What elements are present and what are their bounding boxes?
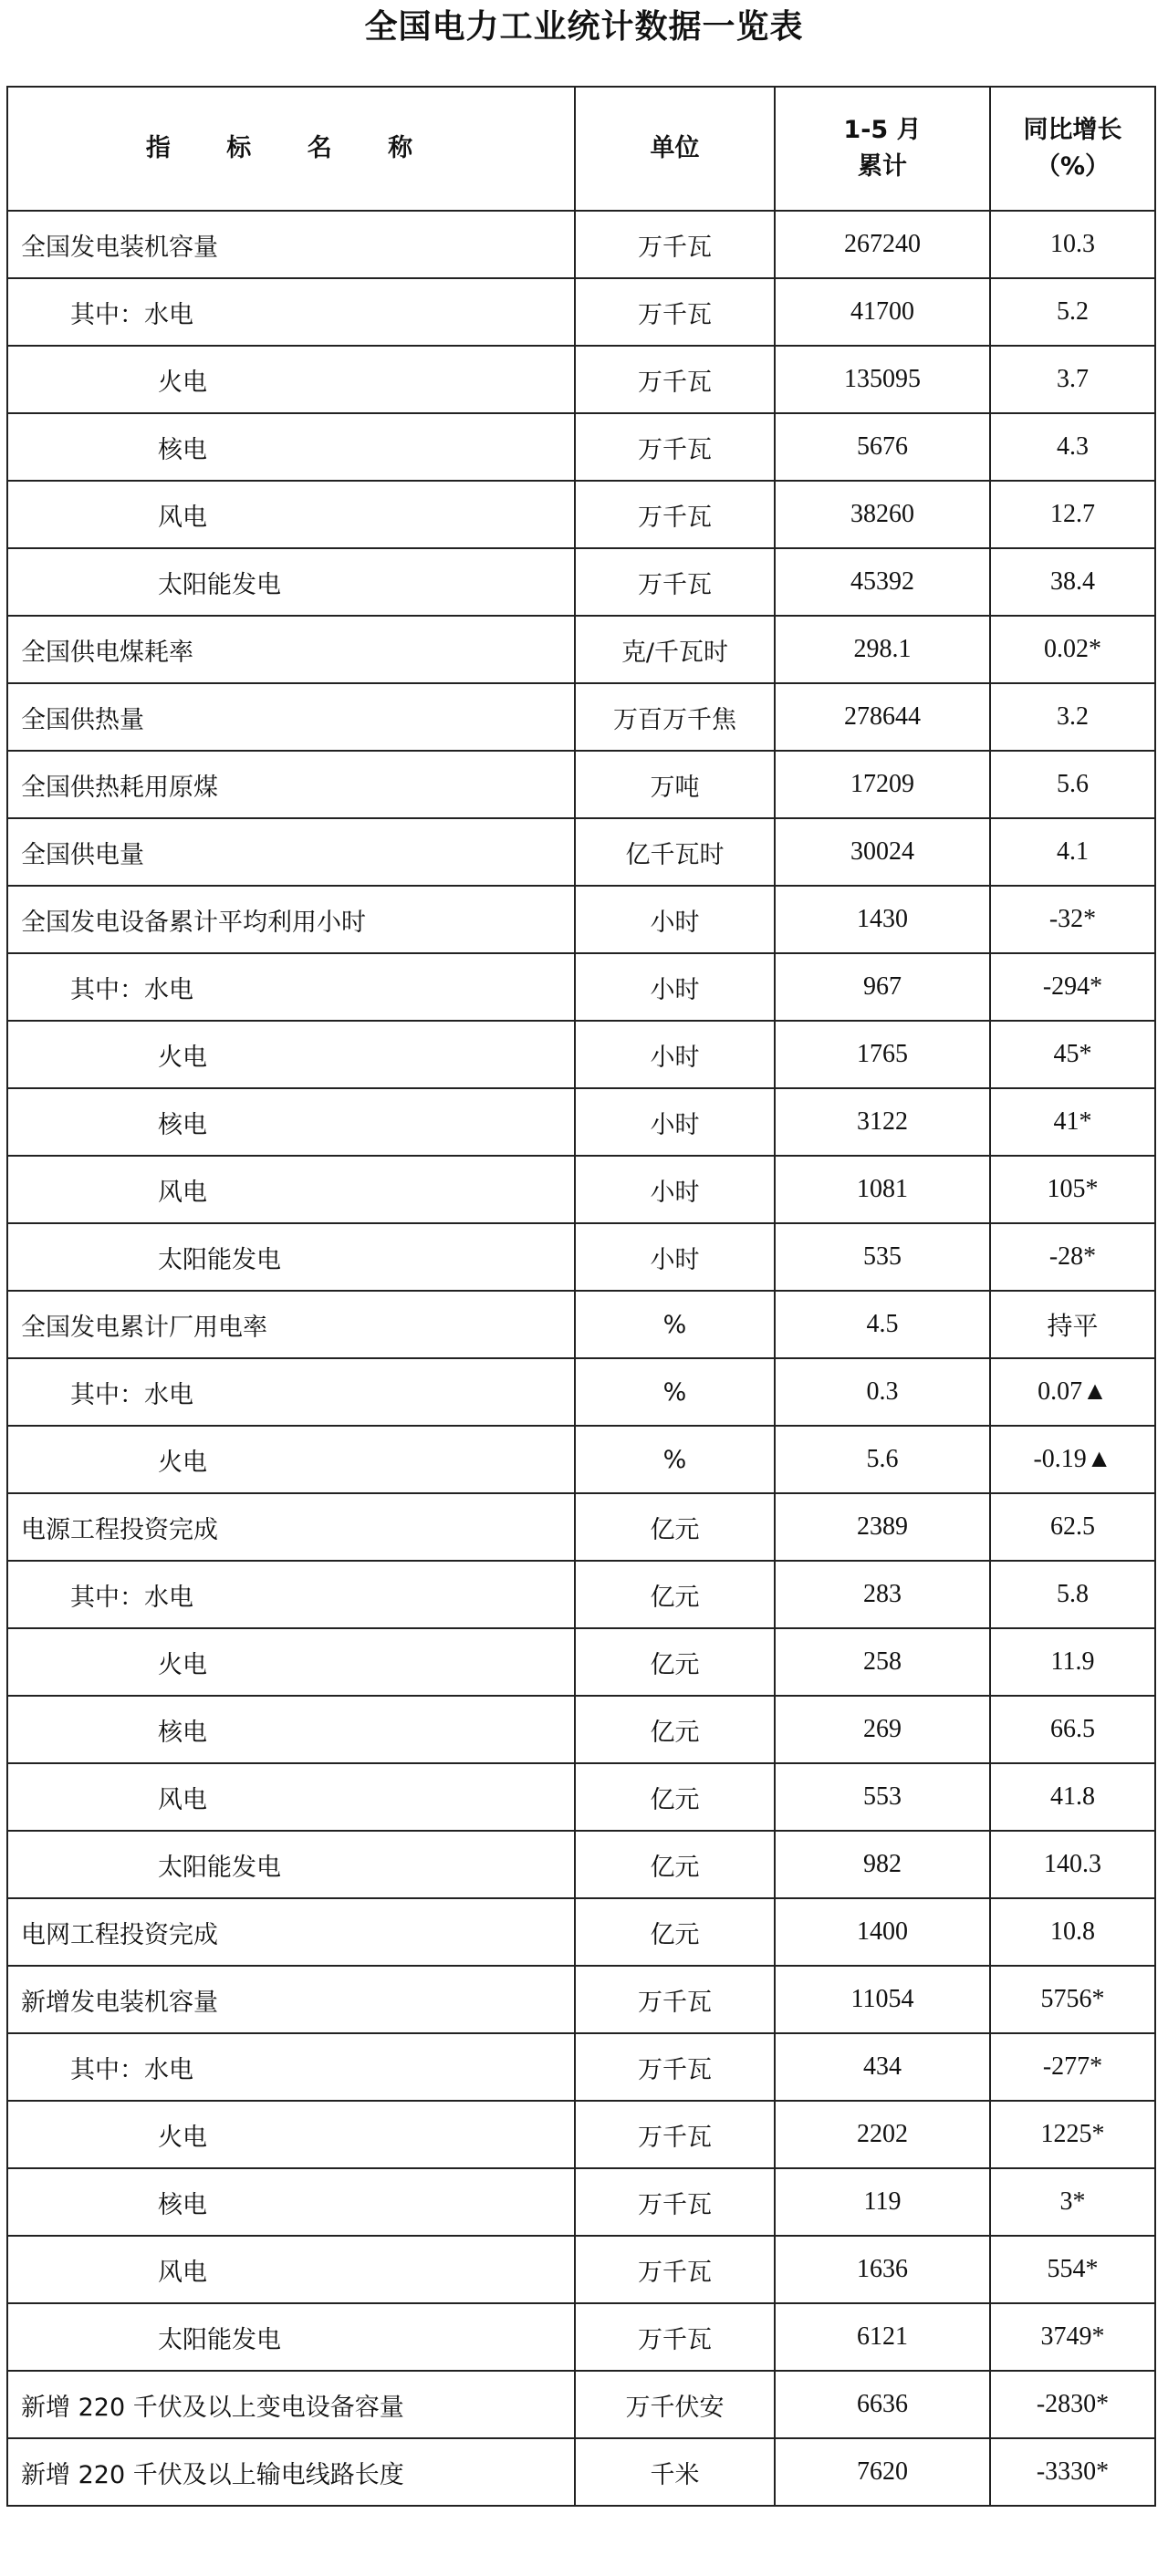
unit-cell: 亿元 <box>575 1763 775 1831</box>
unit-cell: 万吨 <box>575 751 775 818</box>
yoy-growth-cell: 5756* <box>990 1966 1155 2033</box>
indicator-name-cell: 风电 <box>7 481 575 548</box>
yoy-growth-cell: 3749* <box>990 2303 1155 2371</box>
header-growth-line1: 同比增长 <box>1023 116 1122 144</box>
yoy-growth-cell: 105* <box>990 1156 1155 1223</box>
table-row <box>7 1966 1155 2033</box>
table-row <box>7 818 1155 886</box>
table-row <box>7 953 1155 1021</box>
header-period-line1: 1-5 月 <box>843 116 922 144</box>
indicator-name-cell: 核电 <box>7 413 575 481</box>
unit-cell: 小时 <box>575 1021 775 1088</box>
unit-cell: 亿千瓦时 <box>575 818 775 886</box>
cumulative-value-cell: 267240 <box>775 211 990 278</box>
table-row <box>7 346 1155 413</box>
header-growth <box>990 87 1155 211</box>
indicator-name-cell: 其中：水电 <box>7 1358 575 1426</box>
cumulative-value-cell: 1081 <box>775 1156 990 1223</box>
unit-cell: % <box>575 1358 775 1426</box>
cumulative-value-cell: 982 <box>775 1831 990 1898</box>
table-row <box>7 1223 1155 1291</box>
cumulative-value-cell: 298.1 <box>775 616 990 683</box>
cumulative-value-cell: 553 <box>775 1763 990 1831</box>
unit-cell: 小时 <box>575 953 775 1021</box>
page-title: 全国电力工业统计数据一览表 <box>364 8 804 46</box>
indicator-name-cell: 全国供热量 <box>7 683 575 751</box>
yoy-growth-cell: 10.8 <box>990 1898 1155 1966</box>
indicator-name-cell: 其中：水电 <box>7 953 575 1021</box>
unit-cell: 万千瓦 <box>575 346 775 413</box>
unit-cell: 万千瓦 <box>575 2303 775 2371</box>
indicator-name-cell: 火电 <box>7 1628 575 1696</box>
header-indicator-name: 指 标 名 称 <box>7 87 575 211</box>
indicator-name-cell: 核电 <box>7 1088 575 1156</box>
yoy-growth-cell: -28* <box>990 1223 1155 1291</box>
indicator-name-cell: 火电 <box>7 1426 575 1493</box>
cumulative-value-cell: 269 <box>775 1696 990 1763</box>
table-body <box>7 211 1155 2506</box>
table-row <box>7 2236 1155 2303</box>
cumulative-value-cell: 11054 <box>775 1966 990 2033</box>
indicator-name-cell: 其中：水电 <box>7 1561 575 1628</box>
table-row <box>7 1628 1155 1696</box>
yoy-growth-cell: 0.02* <box>990 616 1155 683</box>
table-row <box>7 413 1155 481</box>
table-row <box>7 1493 1155 1561</box>
indicator-name-cell: 电源工程投资完成 <box>7 1493 575 1561</box>
table-row <box>7 1898 1155 1966</box>
unit-cell: 亿元 <box>575 1831 775 1898</box>
yoy-growth-cell: 1225* <box>990 2101 1155 2168</box>
indicator-name-cell: 风电 <box>7 1763 575 1831</box>
table-row <box>7 2101 1155 2168</box>
yoy-growth-cell: 0.07▲ <box>990 1358 1155 1426</box>
yoy-growth-cell: -32* <box>990 886 1155 953</box>
unit-cell: 万千瓦 <box>575 2033 775 2101</box>
unit-cell: 小时 <box>575 1156 775 1223</box>
cumulative-value-cell: 434 <box>775 2033 990 2101</box>
statistics-table <box>6 86 1156 2507</box>
yoy-growth-cell: 4.3 <box>990 413 1155 481</box>
cumulative-value-cell: 0.3 <box>775 1358 990 1426</box>
unit-cell: 亿元 <box>575 1561 775 1628</box>
table-row <box>7 1831 1155 1898</box>
yoy-growth-cell: 3.7 <box>990 346 1155 413</box>
table-row <box>7 1358 1155 1426</box>
unit-cell: 万千瓦 <box>575 2101 775 2168</box>
yoy-growth-cell: 38.4 <box>990 548 1155 616</box>
indicator-name-cell: 太阳能发电 <box>7 1223 575 1291</box>
table-row <box>7 886 1155 953</box>
unit-cell: 千米 <box>575 2438 775 2506</box>
unit-cell: 小时 <box>575 1223 775 1291</box>
table-row <box>7 1088 1155 1156</box>
table-row <box>7 211 1155 278</box>
cumulative-value-cell: 2202 <box>775 2101 990 2168</box>
indicator-name-cell: 风电 <box>7 1156 575 1223</box>
cumulative-value-cell: 6636 <box>775 2371 990 2438</box>
unit-cell: % <box>575 1426 775 1493</box>
table-row <box>7 1561 1155 1628</box>
table-row <box>7 2438 1155 2506</box>
unit-cell: 万千瓦 <box>575 548 775 616</box>
indicator-name-cell: 其中：水电 <box>7 2033 575 2101</box>
table-row <box>7 481 1155 548</box>
yoy-growth-cell: 12.7 <box>990 481 1155 548</box>
indicator-name-cell: 太阳能发电 <box>7 2303 575 2371</box>
indicator-name-cell: 全国发电累计厂用电率 <box>7 1291 575 1358</box>
yoy-growth-cell: 3.2 <box>990 683 1155 751</box>
table-row <box>7 616 1155 683</box>
unit-cell: 亿元 <box>575 1696 775 1763</box>
unit-cell: 小时 <box>575 886 775 953</box>
cumulative-value-cell: 3122 <box>775 1088 990 1156</box>
cumulative-value-cell: 1430 <box>775 886 990 953</box>
cumulative-value-cell: 258 <box>775 1628 990 1696</box>
yoy-growth-cell: 66.5 <box>990 1696 1155 1763</box>
header-period <box>775 87 990 211</box>
yoy-growth-cell: 10.3 <box>990 211 1155 278</box>
indicator-name-cell: 太阳能发电 <box>7 548 575 616</box>
indicator-name-cell: 电网工程投资完成 <box>7 1898 575 1966</box>
cumulative-value-cell: 135095 <box>775 346 990 413</box>
indicator-name-cell: 新增发电装机容量 <box>7 1966 575 2033</box>
cumulative-value-cell: 1400 <box>775 1898 990 1966</box>
table-row <box>7 1763 1155 1831</box>
indicator-name-cell: 全国供电量 <box>7 818 575 886</box>
cumulative-value-cell: 5.6 <box>775 1426 990 1493</box>
yoy-growth-cell: -294* <box>990 953 1155 1021</box>
cumulative-value-cell: 4.5 <box>775 1291 990 1358</box>
table-row <box>7 2168 1155 2236</box>
table-row <box>7 751 1155 818</box>
yoy-growth-cell: -2830* <box>990 2371 1155 2438</box>
table-row <box>7 548 1155 616</box>
indicator-name-cell: 核电 <box>7 1696 575 1763</box>
table-row <box>7 683 1155 751</box>
table-row <box>7 1426 1155 1493</box>
table-row <box>7 2371 1155 2438</box>
yoy-growth-cell: -3330* <box>990 2438 1155 2506</box>
header-row <box>7 87 1155 211</box>
table-row <box>7 2033 1155 2101</box>
yoy-growth-cell: 140.3 <box>990 1831 1155 1898</box>
unit-cell: 万千瓦 <box>575 278 775 346</box>
cumulative-value-cell: 30024 <box>775 818 990 886</box>
unit-cell: 亿元 <box>575 1898 775 1966</box>
unit-cell: 万百万千焦 <box>575 683 775 751</box>
yoy-growth-cell: 4.1 <box>990 818 1155 886</box>
yoy-growth-cell: 41* <box>990 1088 1155 1156</box>
unit-cell: 万千瓦 <box>575 481 775 548</box>
indicator-name-cell: 其中：水电 <box>7 278 575 346</box>
unit-cell: % <box>575 1291 775 1358</box>
yoy-growth-cell: -277* <box>990 2033 1155 2101</box>
cumulative-value-cell: 1765 <box>775 1021 990 1088</box>
cumulative-value-cell: 1636 <box>775 2236 990 2303</box>
yoy-growth-cell: 5.8 <box>990 1561 1155 1628</box>
indicator-name-cell: 火电 <box>7 1021 575 1088</box>
indicator-name-cell: 新增 220 千伏及以上变电设备容量 <box>7 2371 575 2438</box>
table-row <box>7 1696 1155 1763</box>
table-row <box>7 1291 1155 1358</box>
yoy-growth-cell: 554* <box>990 2236 1155 2303</box>
cumulative-value-cell: 41700 <box>775 278 990 346</box>
indicator-name-cell: 新增 220 千伏及以上输电线路长度 <box>7 2438 575 2506</box>
unit-cell: 万千瓦 <box>575 413 775 481</box>
table-row <box>7 1156 1155 1223</box>
cumulative-value-cell: 283 <box>775 1561 990 1628</box>
unit-cell: 万千瓦 <box>575 2168 775 2236</box>
yoy-growth-cell: 41.8 <box>990 1763 1155 1831</box>
cumulative-value-cell: 38260 <box>775 481 990 548</box>
indicator-name-cell: 全国供电煤耗率 <box>7 616 575 683</box>
cumulative-value-cell: 6121 <box>775 2303 990 2371</box>
unit-cell: 克/千瓦时 <box>575 616 775 683</box>
indicator-name-cell: 风电 <box>7 2236 575 2303</box>
unit-cell: 万千瓦 <box>575 1966 775 2033</box>
unit-cell: 万千瓦 <box>575 2236 775 2303</box>
cumulative-value-cell: 17209 <box>775 751 990 818</box>
header-growth-line2: （%） <box>1035 152 1111 181</box>
yoy-growth-cell: 5.6 <box>990 751 1155 818</box>
indicator-name-cell: 核电 <box>7 2168 575 2236</box>
yoy-growth-cell: -0.19▲ <box>990 1426 1155 1493</box>
yoy-growth-cell: 3* <box>990 2168 1155 2236</box>
indicator-name-cell: 火电 <box>7 2101 575 2168</box>
cumulative-value-cell: 45392 <box>775 548 990 616</box>
indicator-name-cell: 全国发电设备累计平均利用小时 <box>7 886 575 953</box>
yoy-growth-cell: 5.2 <box>990 278 1155 346</box>
cumulative-value-cell: 535 <box>775 1223 990 1291</box>
cumulative-value-cell: 5676 <box>775 413 990 481</box>
unit-cell: 亿元 <box>575 1628 775 1696</box>
cumulative-value-cell: 7620 <box>775 2438 990 2506</box>
yoy-growth-cell: 持平 <box>990 1291 1155 1358</box>
unit-cell: 万千伏安 <box>575 2371 775 2438</box>
yoy-growth-cell: 11.9 <box>990 1628 1155 1696</box>
yoy-growth-cell: 62.5 <box>990 1493 1155 1561</box>
table-row <box>7 2303 1155 2371</box>
cumulative-value-cell: 967 <box>775 953 990 1021</box>
cumulative-value-cell: 278644 <box>775 683 990 751</box>
indicator-name-cell: 火电 <box>7 346 575 413</box>
unit-cell: 亿元 <box>575 1493 775 1561</box>
yoy-growth-cell: 45* <box>990 1021 1155 1088</box>
table-header <box>7 87 1155 211</box>
cumulative-value-cell: 119 <box>775 2168 990 2236</box>
unit-cell: 万千瓦 <box>575 211 775 278</box>
indicator-name-cell: 太阳能发电 <box>7 1831 575 1898</box>
header-unit: 单位 <box>575 87 775 211</box>
table-row <box>7 278 1155 346</box>
unit-cell: 小时 <box>575 1088 775 1156</box>
table-row <box>7 1021 1155 1088</box>
cumulative-value-cell: 2389 <box>775 1493 990 1561</box>
indicator-name-cell: 全国供热耗用原煤 <box>7 751 575 818</box>
header-period-line2: 累计 <box>858 152 907 181</box>
indicator-name-cell: 全国发电装机容量 <box>7 211 575 278</box>
